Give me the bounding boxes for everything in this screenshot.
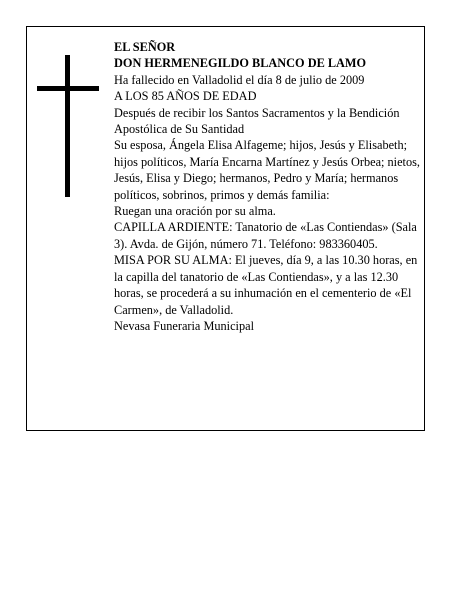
funeral-home: Nevasa Funeraria Municipal [114, 318, 254, 333]
notice-text [114, 39, 422, 334]
honorific: EL SEÑOR [114, 40, 176, 54]
cross-horizontal-bar [37, 86, 99, 91]
cross-vertical-bar [65, 55, 70, 197]
obituary-notice [26, 26, 425, 431]
age-line: A LOS 85 AÑOS DE EDAD [114, 89, 257, 104]
deceased-name: DON HERMENEGILDO BLANCO DE LAMO [114, 56, 367, 71]
family-paragraph: Su esposa, Ángela Elisa Alfageme; hijos, Jesús y Elisabeth; hijos políticos, María Encarna Martínez y Jesús Orbea; nietos, Jesús, Elisa y Diego; hermanos, Pedro y María; hermanos políticos, sobrinos, primos y demás familia: [114, 138, 420, 202]
mass-paragraph: MISA POR SU ALMA: El jueves, día 9, a las 10.30 horas, en la capilla del tanatorio de «Las Contiendas», y a las 12.30 horas, se procederá a su inhumación en el cementerio de «El Carmen», de Valladolid. [114, 253, 418, 317]
chapel-paragraph: CAPILLA ARDIENTE: Tanatorio de «Las Contiendas» (Sala 3). Avda. de Gijón, número 71. Teléfono: 983360405. [114, 220, 417, 251]
prayer-request: Ruegan una oración por su alma. [114, 204, 276, 219]
death-line: Ha fallecido en Valladolid el día 8 de julio de 2009 [114, 72, 365, 87]
cross-icon [37, 55, 99, 197]
sacraments-paragraph: Después de recibir los Santos Sacramentos y la Bendición Apostólica de Su Santidad [114, 105, 400, 137]
